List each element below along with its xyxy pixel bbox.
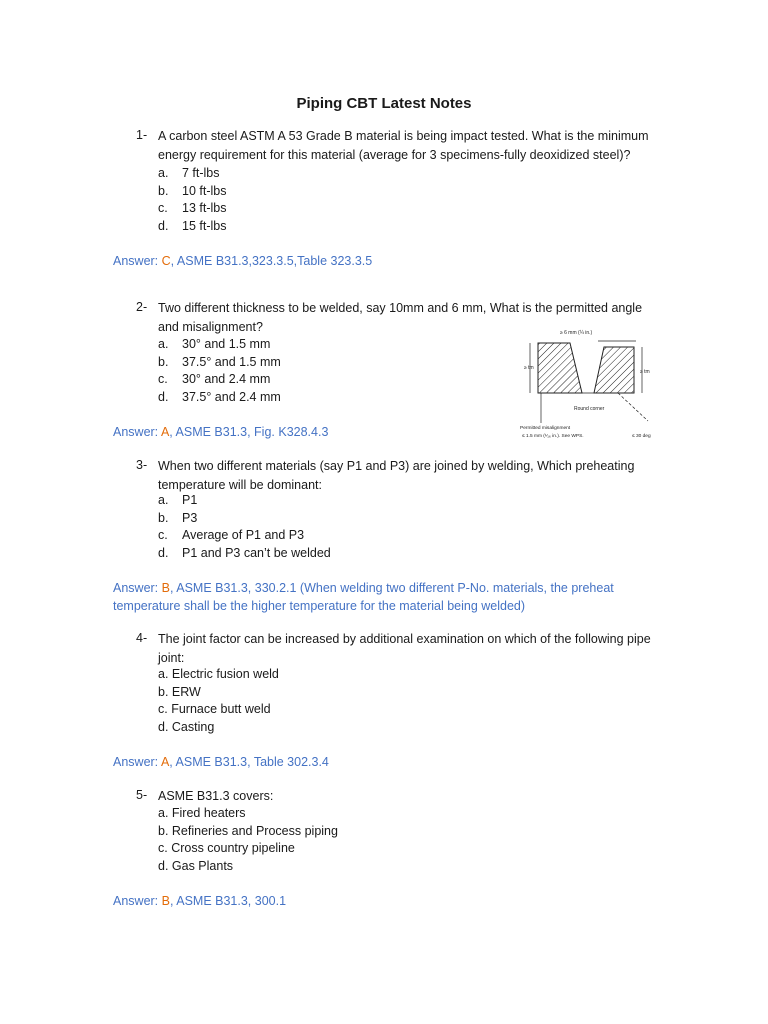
left-weld-bevel — [538, 343, 582, 393]
option-b: b. ERW — [158, 684, 201, 699]
option-a: a. 7 ft-lbs — [158, 166, 220, 180]
question-3-options — [158, 492, 331, 562]
option-a: a. P1 — [158, 493, 198, 507]
option-c: c. 30° and 2.4 mm — [158, 372, 271, 386]
page-title: Piping CBT Latest Notes — [296, 95, 472, 112]
question-2-text: Two different thickness to be welded, say 10mm and 6 mm, What is the permitted angle and misalignment? — [158, 301, 643, 334]
question-5-text: ASME B31.3 covers: — [158, 789, 274, 803]
question-3-text: When two different materials (say P1 and P3) are joined by welding, Which preheating temperature will be dominant: — [158, 459, 635, 492]
question-4-answer: Answer: A, ASME B31.3, Table 302.3.4 — [113, 755, 329, 769]
question-5-options — [158, 805, 338, 875]
left-dim-label: ≥ tm — [524, 365, 534, 371]
angle-line — [618, 393, 648, 421]
option-d: d. P1 and P3 can’t be welded — [158, 545, 331, 560]
right-weld-bevel — [594, 347, 634, 393]
question-3-number: 3- — [136, 458, 148, 472]
question-4-text: The joint factor can be increased by additional examination on which of the following pipe joint: — [158, 632, 651, 665]
option-c: c. Average of P1 and P3 — [158, 528, 305, 542]
option-c: c. Cross country pipeline — [158, 841, 295, 855]
option-a: a. 30° and 1.5 mm — [158, 337, 271, 351]
option-a: a. Fired heaters — [158, 806, 246, 820]
round-corner-label: Round corner — [574, 406, 605, 412]
question-3-answer: Answer: B, ASME B31.3, 330.2.1 (When welding two different P-No. materials, the preheat temperature shall be the higher temperature for the material being welded) — [113, 581, 614, 613]
question-4-number: 4- — [136, 631, 148, 645]
question-5-answer: Answer: B, ASME B31.3, 300.1 — [113, 894, 287, 908]
question-2-answer: Answer: A, ASME B31.3, Fig. K328.4.3 — [113, 425, 329, 439]
question-1-answer: Answer: C, ASME B31.3,323.3.5,Table 323.3.5 — [113, 254, 373, 268]
option-b: b. P3 — [158, 510, 198, 525]
option-d: d. Casting — [158, 719, 215, 734]
option-b: b. Refineries and Process piping — [158, 823, 338, 838]
question-5-number: 5- — [136, 788, 148, 802]
right-dim-label: ≥ tm — [640, 369, 650, 375]
question-2-options — [158, 336, 281, 406]
misalign-label-1: Permitted misalignment — [520, 426, 571, 431]
question-2-number: 2- — [136, 300, 148, 314]
question-4-options — [158, 666, 279, 736]
option-d: d. Gas Plants — [158, 858, 234, 873]
figure-top-label: ≥ 6 mm (¼ in.) — [560, 330, 593, 336]
question-1-text: A carbon steel ASTM A 53 Grade B material is being impact tested. What is the minimum energy requirement for this material (average for 3 specimens-fully deoxidized steel)? — [158, 129, 649, 162]
angle-label: ≤ 30 deg — [632, 434, 651, 439]
question-1-number: 1- — [136, 128, 148, 142]
misalign-label-2: ≤ 1.5 mm (¹⁄₁₆ in.). See WPS. — [522, 434, 584, 439]
option-c: c. 13 ft-lbs — [158, 201, 227, 215]
question-1-options — [158, 165, 226, 235]
option-b: b. 10 ft-lbs — [158, 183, 227, 198]
option-b: b. 37.5° and 1.5 mm — [158, 354, 281, 369]
option-d: d. 15 ft-lbs — [158, 218, 227, 233]
option-c: c. Furnace butt weld — [158, 702, 271, 716]
option-a: a. Electric fusion weld — [158, 667, 279, 681]
option-d: d. 37.5° and 2.4 mm — [158, 389, 281, 404]
